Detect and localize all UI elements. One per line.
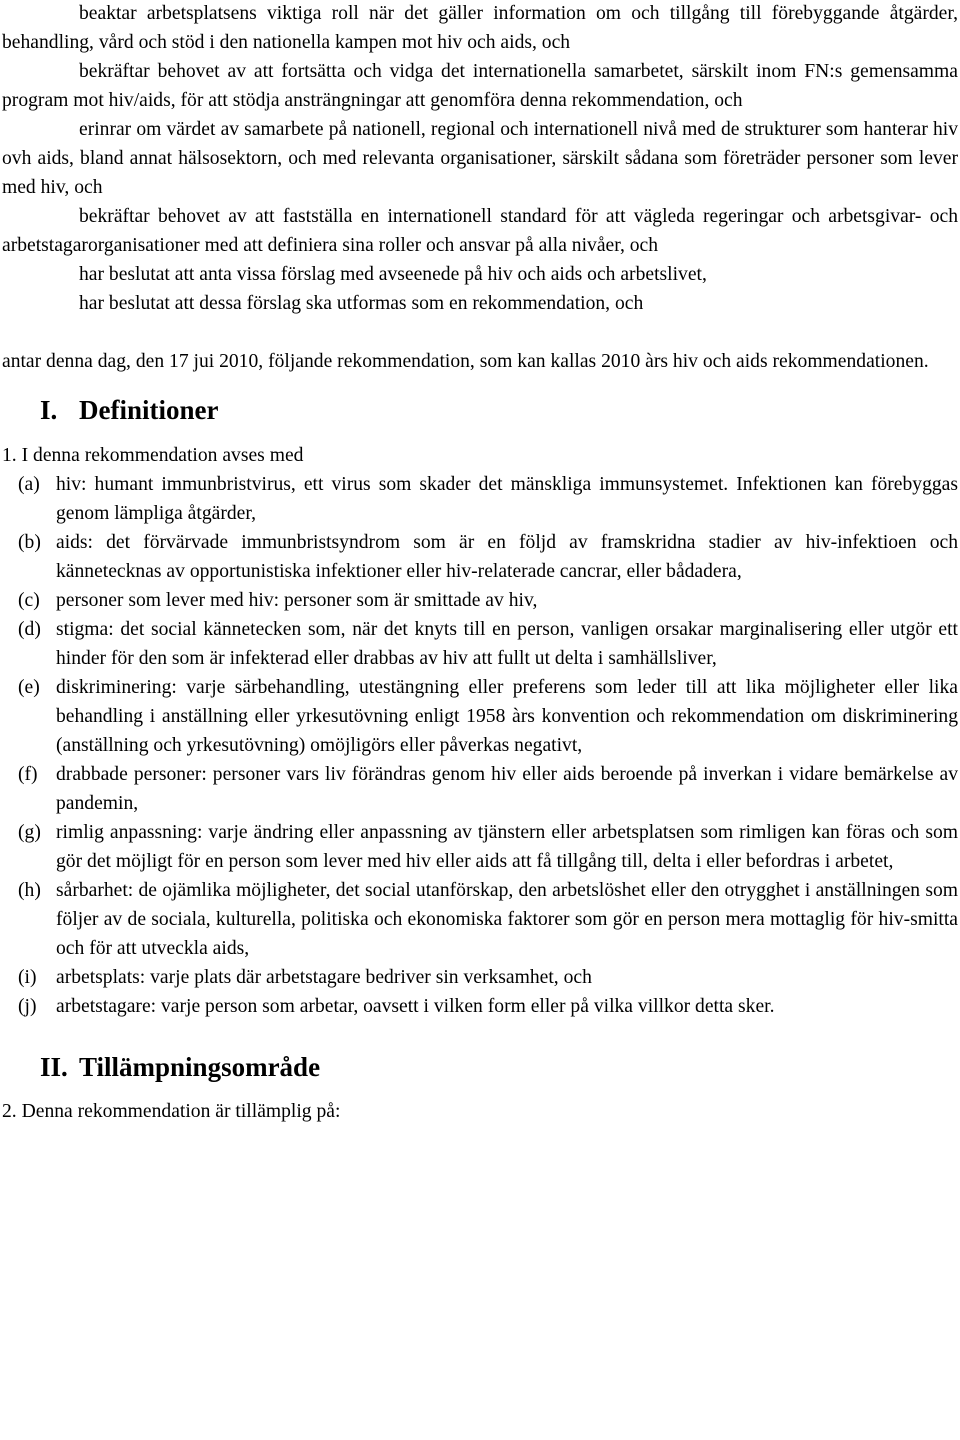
item-text: stigma: det social kännetecken som, när det knyts till en person, vanligen orsakar marginalisering eller utgör ett hinder för den som är infekterad eller drabbas av hiv att fullt ut delta i samhällsliver,: [56, 619, 958, 669]
preamble-paragraph-2: bekräftar behovet av att fortsätta och vidga det internationella samarbetet, särskilt inom FN:s gemensamma program mot hiv/aids, för att stödja ansträngningar att genomföra denna rekommendation, och: [2, 61, 958, 111]
item-text: aids: det förvärvade immunbristsyndrom som är en följd av framskridna stadier av hiv-infektioen och kännetecknas av opportunistiska infektioner eller hiv-relaterade cancrar, eller bådadera,: [56, 532, 958, 582]
adoption-paragraph: antar denna dag, den 17 jui 2010, följande rekommendation, som kan kallas 2010 àrs hiv och aids rekommendationen.: [2, 351, 929, 372]
list-item: [2, 963, 958, 992]
list-item: [2, 673, 958, 760]
list-item: [2, 470, 958, 528]
item-text: rimlig anpassning: varje ändring eller anpassning av tjänstern eller arbetsplatsen som rimligen kan föras och som gör det möjligt för en person som lever med hiv eller aids att få tillgång till, delta i eller befordras i arbetet,: [56, 822, 958, 872]
item-label: (a): [18, 474, 40, 495]
section-number: I.: [40, 395, 58, 425]
item-text: hiv: humant immunbristvirus, ett virus som skader det mänskliga immunsystemet. Infektionen kan förebyggas genom lämpliga åtgärder,: [56, 474, 958, 524]
item-label: (f): [18, 764, 38, 785]
item-text: diskriminering: varje särbehandling, utestängning eller preferens som leder till att lika möjligheter eller lika behandling i anställning eller yrkesutövning enligt 1958 àrs konvention och rekommendation om diskriminering (anställning och yrkesutövning) omöjligörs eller påverkas negativt,: [56, 677, 958, 756]
section-number: II.: [40, 1052, 68, 1082]
list-item: [2, 760, 958, 818]
list-item: [2, 818, 958, 876]
list-item: [2, 992, 958, 1021]
definitions-list: [2, 470, 958, 1021]
item-label: (h): [18, 880, 41, 901]
item-text: sårbarhet: de ojämlika möjligheter, det social utanförskap, den arbetslöshet eller den otrygghet i anställningen som följer av de sociala, kulturella, politiska och ekonomiska faktorer som gör en person mera mottaglig för hiv-smitta och för att utveckla aids,: [56, 880, 958, 959]
item-label: (j): [18, 996, 37, 1017]
item-text: arbetsplats: varje plats där arbetstagare bedriver sin verksamhet, och: [56, 967, 592, 988]
preamble-paragraph-1: beaktar arbetsplatsens viktiga roll när det gäller information om och tillgång till förebyggande åtgärder, behandling, vård och stöd i den nationella kampen mot hiv och aids, och: [2, 3, 958, 53]
section-title: Definitioner: [79, 395, 219, 425]
item-label: (d): [18, 619, 41, 640]
preamble-paragraph-5: har beslutat att anta vissa förslag med avseenede på hiv och aids och arbetslivet,: [79, 264, 707, 285]
section-heading-scope: [2, 1051, 958, 1083]
section-title: Tillämpningsområde: [79, 1052, 321, 1082]
item-label: (i): [18, 967, 37, 988]
item-text: arbetstagare: varje person som arbetar, oavsett i vilken form eller på vilka villkor detta sker.: [56, 996, 775, 1017]
spacer: [2, 426, 958, 441]
spacer: [2, 318, 958, 347]
list-item: [2, 615, 958, 673]
spacer: [2, 1083, 958, 1097]
spacer: [2, 376, 958, 394]
definitions-lead: 1. I denna rekommendation avses med: [2, 445, 304, 466]
preamble-paragraph-4: bekräftar behovet av att fastställa en internationell standard för att vägleda regeringar och arbetsgivar- och arbetstagarorganisationer med att definiera sina roller och ansvar på alla nivåer, och: [2, 206, 958, 256]
item-text: personer som lever med hiv: personer som är smittade av hiv,: [56, 590, 538, 611]
item-label: (e): [18, 677, 40, 698]
item-text: drabbade personer: personer vars liv förändras genom hiv eller aids beroende på inverkan i vidare bemärkelse av pandemin,: [56, 764, 958, 814]
list-item: [2, 528, 958, 586]
list-item: [2, 586, 958, 615]
list-item: [2, 876, 958, 963]
preamble-paragraph-6: har beslutat att dessa förslag ska utformas som en rekommendation, och: [79, 293, 644, 314]
item-label: (c): [18, 590, 40, 611]
scope-lead: 2. Denna rekommendation är tillämplig på:: [2, 1101, 341, 1122]
preamble-paragraph-3: erinrar om värdet av samarbete på nationell, regional och internationell nivå med de strukturer som hanterar hiv ovh aids, bland annat hälsosektorn, och med relevanta organisationer, särskilt sådana som företräder personer som lever med hiv, och: [2, 119, 958, 198]
section-heading-definitions: [2, 394, 958, 426]
item-label: (b): [18, 532, 41, 553]
spacer: [2, 1021, 958, 1051]
item-label: (g): [18, 822, 41, 843]
